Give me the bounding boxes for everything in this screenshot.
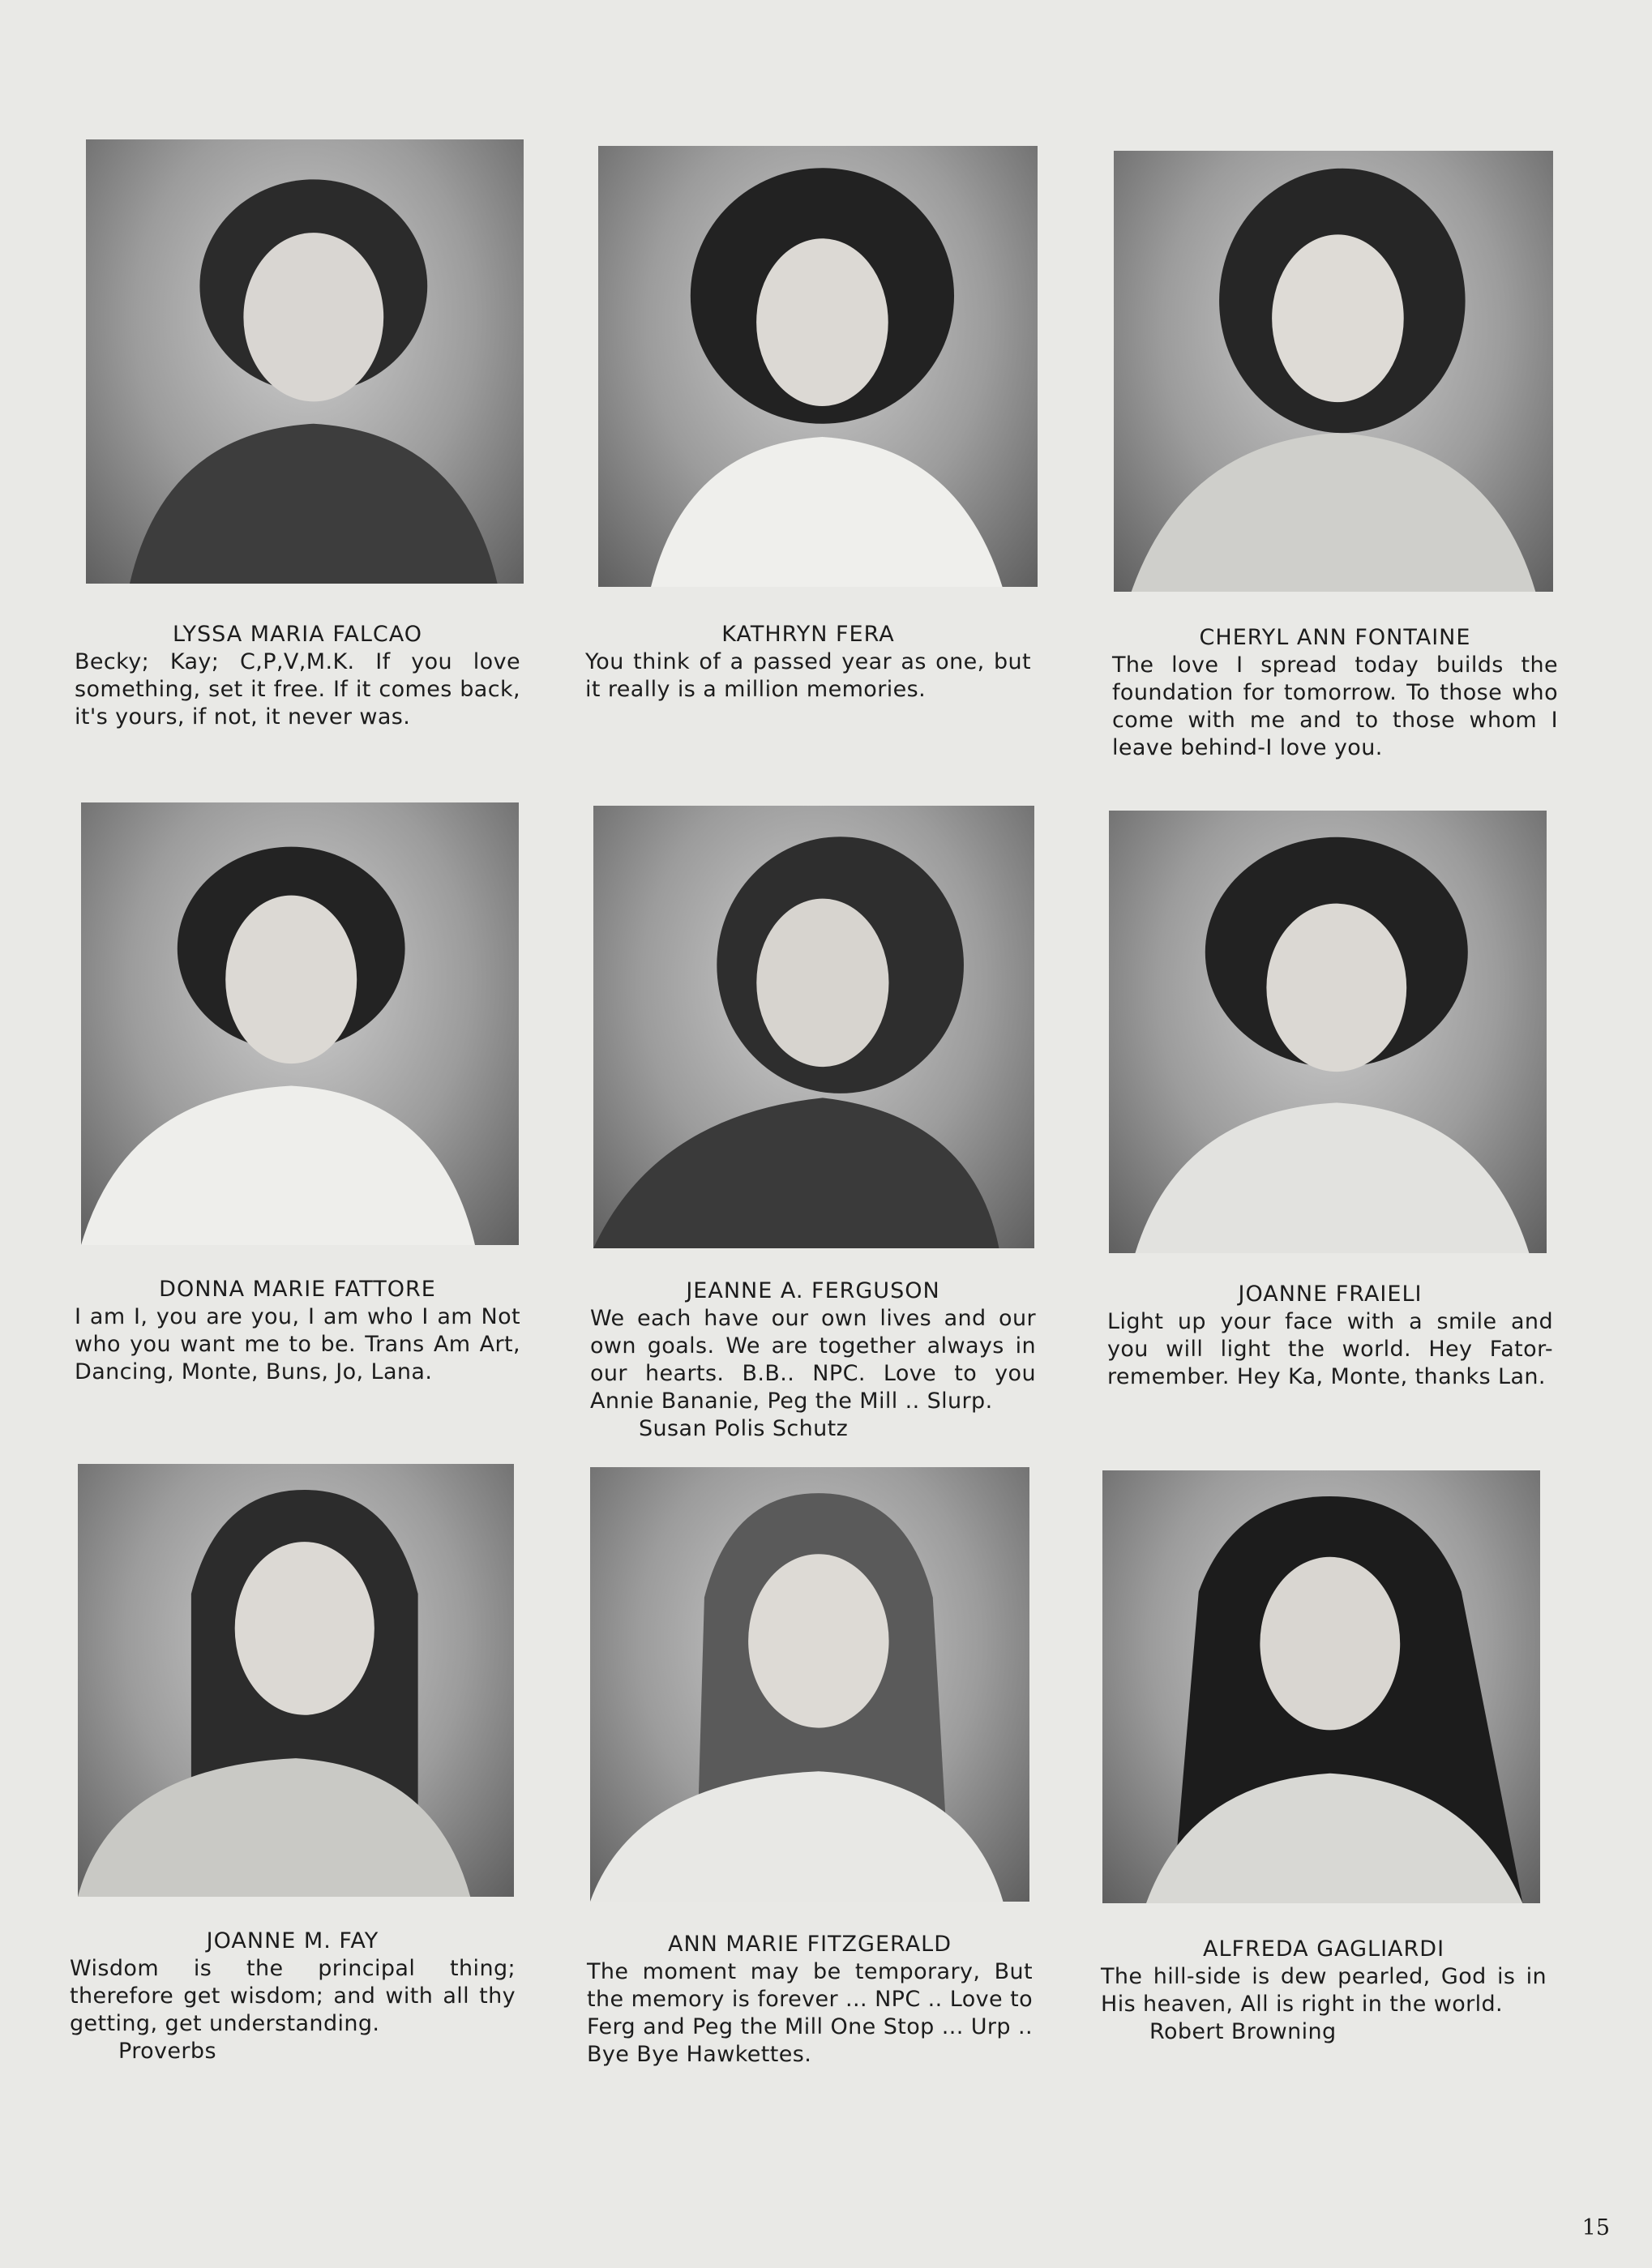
student-quote: We each have our own lives and our own goals. We are together always in our hearts. B.B.. NPC. Love to you Annie Bananie, Peg the Mill .. Slurp. <box>590 1306 1036 1414</box>
student-quote: Becky; Kay; C,P,V,M.K. If you love something, set it free. If it comes back, it's yours, if not, it never was. <box>75 649 520 730</box>
quote-attribution: Susan Polis Schutz <box>639 1416 849 1441</box>
student-name: KATHRYN FERA <box>721 622 895 647</box>
portrait-silhouette <box>78 1464 514 1897</box>
portrait-photo <box>81 802 519 1245</box>
student-quote: The moment may be temporary, But the memory is forever ... NPC .. Love to Ferg and Peg the Mill One Stop ... Urp .. Bye Bye Hawkettes. <box>587 1959 1033 2067</box>
quote-attribution: Robert Browning <box>1149 2019 1337 2044</box>
student-caption <box>585 621 1031 704</box>
portrait-photo <box>86 139 524 584</box>
student-name: JOANNE FRAIELI <box>1238 1282 1423 1307</box>
portrait-silhouette <box>86 139 524 584</box>
portrait-photo <box>1114 151 1553 592</box>
student-caption <box>1107 1281 1553 1391</box>
portrait-silhouette <box>1114 151 1553 592</box>
student-name: LYSSA MARIA FALCAO <box>173 622 422 647</box>
portrait-silhouette <box>593 806 1034 1248</box>
student-caption <box>75 621 520 731</box>
page-number: 15 <box>1581 2215 1610 2240</box>
student-quote: The hill-side is dew pearled, God is in His heaven, All is right in the world. <box>1101 1964 1547 2017</box>
portrait-silhouette <box>81 802 519 1245</box>
student-quote: Wisdom is the principal thing; therefore get wisdom; and with all thy getting, get understanding. <box>70 1956 516 2036</box>
student-name: JEANNE A. FERGUSON <box>686 1278 940 1303</box>
student-quote: I am I, you are you, I am who I am Not who you want me to be. Trans Am Art, Dancing, Monte, Buns, Jo, Lana. <box>75 1304 520 1384</box>
portrait-photo <box>78 1464 514 1897</box>
portrait-photo <box>1109 811 1547 1253</box>
student-quote: Light up your face with a smile and you will light the world. Hey Fator-remember. Hey Ka, Monte, thanks Lan. <box>1107 1309 1553 1389</box>
portrait-silhouette <box>1109 811 1547 1253</box>
portrait-photo <box>590 1467 1029 1902</box>
student-name: CHERYL ANN FONTAINE <box>1199 625 1471 650</box>
student-caption <box>587 1931 1033 2069</box>
portrait-photo <box>598 146 1038 587</box>
student-caption <box>1101 1936 1547 2046</box>
student-name: ANN MARIE FITZGERALD <box>667 1932 952 1957</box>
student-caption <box>590 1277 1036 1443</box>
portrait-silhouette <box>1102 1470 1540 1903</box>
student-quote: The love I spread today builds the foundation for tomorrow. To those who come with me and to those whom I leave behind-I love you. <box>1112 653 1558 760</box>
student-caption <box>1112 624 1558 762</box>
portrait-silhouette <box>598 146 1038 587</box>
portrait-silhouette <box>590 1467 1029 1902</box>
student-quote: You think of a passed year as one, but it really is a million memories. <box>585 649 1031 702</box>
portrait-photo <box>1102 1470 1540 1903</box>
student-name: DONNA MARIE FATTORE <box>159 1277 436 1302</box>
student-name: JOANNE M. FAY <box>206 1928 379 1953</box>
student-name: ALFREDA GAGLIARDI <box>1202 1936 1445 1962</box>
student-caption <box>75 1276 520 1386</box>
portrait-photo <box>593 806 1034 1248</box>
student-caption <box>70 1928 516 2065</box>
quote-attribution: Proverbs <box>118 2039 216 2064</box>
